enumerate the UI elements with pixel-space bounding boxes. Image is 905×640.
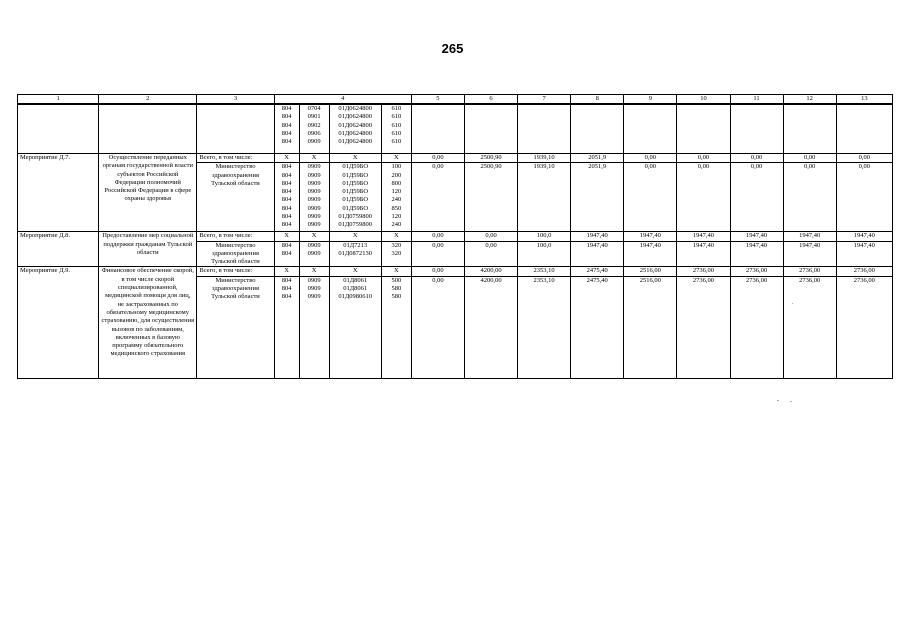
vr-codes	[381, 276, 411, 378]
total-value: 0,00	[411, 154, 464, 163]
scan-speck	[790, 401, 792, 402]
funding-value: 2500,90	[464, 163, 517, 232]
executor: Министерство здравоохранения Тульской области	[197, 276, 274, 378]
total-value: 0,00	[783, 154, 836, 163]
csr-codes	[329, 163, 381, 232]
vr-codes-line: 610	[391, 113, 402, 121]
csr-codes-line: 01Д59БО	[342, 163, 369, 171]
vr-codes-line: 580	[391, 285, 402, 293]
empty-cell	[783, 104, 836, 154]
total-value: 2736,00	[836, 267, 892, 276]
total-value: 2475,40	[571, 267, 624, 276]
total-value: 2736,00	[677, 267, 730, 276]
grbs-codes-line: 804	[281, 293, 292, 301]
grbs-codes-line: 804	[281, 196, 292, 204]
rz-codes-line: 0909	[307, 196, 321, 204]
funding-value: 0,00	[677, 163, 730, 232]
measure-name: Финансовое обеспечение скорой, в том числе скорой специализированной, медицинской помощи для лиц, не застрахованных по обязательному медицинскому страхованию, для осуществления вызовов по заболеваниям, включенных в базовую программу обязательного медицинского страхования	[99, 267, 197, 378]
x-mark: X	[329, 232, 381, 241]
executor: Министерство здравоохранения Тульской области	[197, 241, 274, 267]
executor: Министерство здравоохранения Тульской области	[197, 163, 274, 232]
total-value: 1939,10	[518, 154, 571, 163]
grbs-codes-line: 804	[281, 188, 292, 196]
column-header: 1	[18, 95, 99, 105]
column-header: 9	[624, 95, 677, 105]
grbs-codes	[274, 163, 299, 232]
funding-value: 0,00	[624, 163, 677, 232]
grbs-codes-line: 804	[281, 249, 292, 257]
empty-cell	[730, 104, 783, 154]
grbs-codes-line: 804	[281, 179, 292, 187]
grbs-codes-line: 804	[281, 213, 292, 221]
csr-codes-line: 01Д59БО	[342, 204, 369, 212]
rz-codes-line: 0906	[307, 129, 321, 137]
total-value: 0,00	[624, 154, 677, 163]
total-value: 0,00	[411, 232, 464, 241]
rz-codes-line: 0909	[307, 188, 321, 196]
total-value: 0,00	[836, 154, 892, 163]
csr-codes-line: 01Д0759800	[338, 221, 373, 229]
funding-value: 0,00	[411, 241, 464, 267]
csr-codes-line: 01Д7213	[343, 241, 368, 249]
csr-codes-line: 01Д59БО	[342, 179, 369, 187]
vr-codes-line: 200	[391, 171, 402, 179]
grbs-codes-line: 804	[281, 138, 292, 146]
csr-codes-line: 01Д0759800	[338, 213, 373, 221]
empty-cell	[518, 104, 571, 154]
column-header: 7	[518, 95, 571, 105]
rz-codes-line: 0909	[307, 179, 321, 187]
grbs-codes-line: 804	[281, 241, 292, 249]
empty-cell	[836, 104, 892, 154]
column-header: 2	[99, 95, 197, 105]
rz-codes-line: 0909	[307, 249, 321, 257]
funding-value: 4200,00	[464, 276, 517, 378]
table-body	[18, 95, 893, 379]
rz-codes	[299, 104, 329, 154]
vr-codes-line: 100	[391, 163, 402, 171]
csr-codes-line: 01Д0872130	[338, 249, 373, 257]
csr-codes-line: 01Д8061	[343, 276, 368, 284]
funding-value: 0,00	[411, 163, 464, 232]
csr-codes	[329, 104, 381, 154]
rz-codes-line: 0909	[307, 241, 321, 249]
grbs-codes-line: 804	[281, 121, 292, 129]
vr-codes	[381, 163, 411, 232]
funding-value: 1947,40	[783, 241, 836, 267]
total-value: 2516,00	[624, 267, 677, 276]
grbs-codes-line: 804	[281, 276, 292, 284]
rz-codes-line: 0901	[307, 113, 321, 121]
vr-codes-line: 500	[391, 276, 402, 284]
vr-codes	[381, 241, 411, 267]
total-label: Всего, в том числе:	[197, 232, 274, 241]
grbs-codes-line: 804	[281, 204, 292, 212]
table-row	[18, 267, 893, 276]
column-header: 8	[571, 95, 624, 105]
rz-codes-line: 0909	[307, 293, 321, 301]
x-mark: X	[274, 232, 299, 241]
grbs-codes-line: 804	[281, 129, 292, 137]
rz-codes-line: 0909	[307, 163, 321, 171]
vr-codes-line: 850	[391, 204, 402, 212]
x-mark: X	[274, 267, 299, 276]
vr-codes-line: 800	[391, 179, 402, 187]
total-value: 0,00	[411, 267, 464, 276]
total-value: 2736,00	[783, 267, 836, 276]
x-mark: X	[299, 267, 329, 276]
scan-speck	[777, 400, 779, 401]
table-row	[18, 104, 893, 154]
rz-codes	[299, 163, 329, 232]
budget-table	[17, 94, 893, 379]
column-header: 4	[274, 95, 411, 105]
table-row	[18, 232, 893, 241]
csr-codes	[329, 241, 381, 267]
empty-cell	[624, 104, 677, 154]
column-header: 3	[197, 95, 274, 105]
measure-name: Предоставление мер социальной поддержки гражданам Тульской области	[99, 232, 197, 267]
csr-codes-line: 01Д0624800	[338, 121, 373, 129]
csr-codes-line: 01Д0624800	[338, 105, 373, 112]
x-mark: X	[274, 154, 299, 163]
csr-codes-line: 01Д0624800	[338, 138, 373, 146]
grbs-codes-line: 804	[281, 285, 292, 293]
csr-codes-line: 01Д59БО	[342, 196, 369, 204]
vr-codes-line: 610	[391, 129, 402, 137]
column-header: 12	[783, 95, 836, 105]
rz-codes-line: 0909	[307, 204, 321, 212]
vr-codes-line: 320	[391, 241, 402, 249]
csr-codes-line: 01Д0980610	[338, 293, 373, 301]
grbs-codes-line: 804	[281, 113, 292, 121]
vr-codes-line: 320	[391, 249, 402, 257]
funding-value: 2736,00	[783, 276, 836, 378]
vr-codes-line: 240	[391, 221, 402, 229]
x-mark: X	[381, 232, 411, 241]
scan-speck	[792, 303, 793, 304]
funding-value: 2736,00	[836, 276, 892, 378]
funding-value: 1947,40	[624, 241, 677, 267]
column-header: 13	[836, 95, 892, 105]
rz-codes-line: 0902	[307, 121, 321, 129]
funding-value: 0,00	[836, 163, 892, 232]
empty-cell	[197, 104, 274, 154]
total-value: 0,00	[730, 154, 783, 163]
funding-value: 0,00	[783, 163, 836, 232]
total-value: 2736,00	[730, 267, 783, 276]
rz-codes-line: 0909	[307, 213, 321, 221]
funding-value: 2736,00	[677, 276, 730, 378]
grbs-codes-line: 804	[281, 163, 292, 171]
total-label: Всего, в том числе:	[197, 154, 274, 163]
x-mark: X	[381, 267, 411, 276]
csr-codes-line: 01Д59БО	[342, 188, 369, 196]
total-value: 1947,40	[571, 232, 624, 241]
x-mark: X	[329, 267, 381, 276]
funding-value: 2051,9	[571, 163, 624, 232]
total-value: 1947,40	[677, 232, 730, 241]
rz-codes-line: 0909	[307, 276, 321, 284]
grbs-codes	[274, 241, 299, 267]
funding-value: 1947,40	[677, 241, 730, 267]
rz-codes-line: 0909	[307, 285, 321, 293]
measure-id: Мероприятие Д.7.	[18, 154, 99, 232]
total-value: 1947,40	[624, 232, 677, 241]
x-mark: X	[299, 154, 329, 163]
funding-value: 2736,00	[730, 276, 783, 378]
measure-id: Мероприятие Д.8.	[18, 232, 99, 267]
column-header: 10	[677, 95, 730, 105]
vr-codes-line: 240	[391, 196, 402, 204]
total-value: 0,00	[677, 154, 730, 163]
vr-codes-line: 610	[391, 121, 402, 129]
csr-codes-line: 01Д0624800	[338, 129, 373, 137]
rz-codes-line: 0704	[307, 105, 321, 112]
total-value: 2500,90	[464, 154, 517, 163]
empty-cell	[411, 104, 464, 154]
grbs-codes-line: 804	[281, 221, 292, 229]
rz-codes-line: 0909	[307, 171, 321, 179]
vr-codes-line: 120	[391, 188, 402, 196]
rz-codes-line: 0909	[307, 138, 321, 146]
grbs-codes	[274, 104, 299, 154]
header-row	[18, 95, 893, 105]
total-value: 100,0	[518, 232, 571, 241]
funding-value: 2475,40	[571, 276, 624, 378]
csr-codes-line: 01Д59БО	[342, 171, 369, 179]
funding-value: 2353,10	[518, 276, 571, 378]
total-value: 1947,40	[783, 232, 836, 241]
vr-codes-line: 610	[391, 138, 402, 146]
empty-cell	[464, 104, 517, 154]
x-mark: X	[381, 154, 411, 163]
x-mark: X	[299, 232, 329, 241]
measure-name: Осуществление переданных органам государственной власти субъектов Российской Федерации полномочий Российской Федерации в сфере охраны здоровья	[99, 154, 197, 232]
empty-cell	[99, 104, 197, 154]
csr-codes	[329, 276, 381, 378]
csr-codes-line: 01Д0624800	[338, 113, 373, 121]
funding-value: 100,0	[518, 241, 571, 267]
funding-value: 2516,00	[624, 276, 677, 378]
grbs-codes	[274, 276, 299, 378]
vr-codes	[381, 104, 411, 154]
column-header: 11	[730, 95, 783, 105]
total-value: 1947,40	[836, 232, 892, 241]
grbs-codes-line: 804	[281, 171, 292, 179]
total-value: 4200,00	[464, 267, 517, 276]
rz-codes-line: 0909	[307, 221, 321, 229]
vr-codes-line: 610	[391, 105, 402, 112]
funding-value: 0,00	[411, 276, 464, 378]
page-number: 265	[441, 41, 464, 56]
rz-codes	[299, 276, 329, 378]
empty-cell	[18, 104, 99, 154]
funding-value: 0,00	[464, 241, 517, 267]
funding-value: 1947,40	[836, 241, 892, 267]
csr-codes-line: 01Д8061	[343, 285, 368, 293]
total-value: 2051,9	[571, 154, 624, 163]
total-value: 0,00	[464, 232, 517, 241]
empty-cell	[571, 104, 624, 154]
funding-value: 1947,40	[730, 241, 783, 267]
column-header: 5	[411, 95, 464, 105]
funding-value: 1939,10	[518, 163, 571, 232]
total-value: 2353,10	[518, 267, 571, 276]
x-mark: X	[329, 154, 381, 163]
empty-cell	[677, 104, 730, 154]
table-row	[18, 154, 893, 163]
column-header: 6	[464, 95, 517, 105]
funding-value: 1947,40	[571, 241, 624, 267]
grbs-codes-line: 804	[281, 105, 292, 112]
total-value: 1947,40	[730, 232, 783, 241]
total-label: Всего, в том числе:	[197, 267, 274, 276]
vr-codes-line: 580	[391, 293, 402, 301]
funding-value: 0,00	[730, 163, 783, 232]
measure-id: Мероприятие Д.9.	[18, 267, 99, 378]
vr-codes-line: 120	[391, 213, 402, 221]
rz-codes	[299, 241, 329, 267]
